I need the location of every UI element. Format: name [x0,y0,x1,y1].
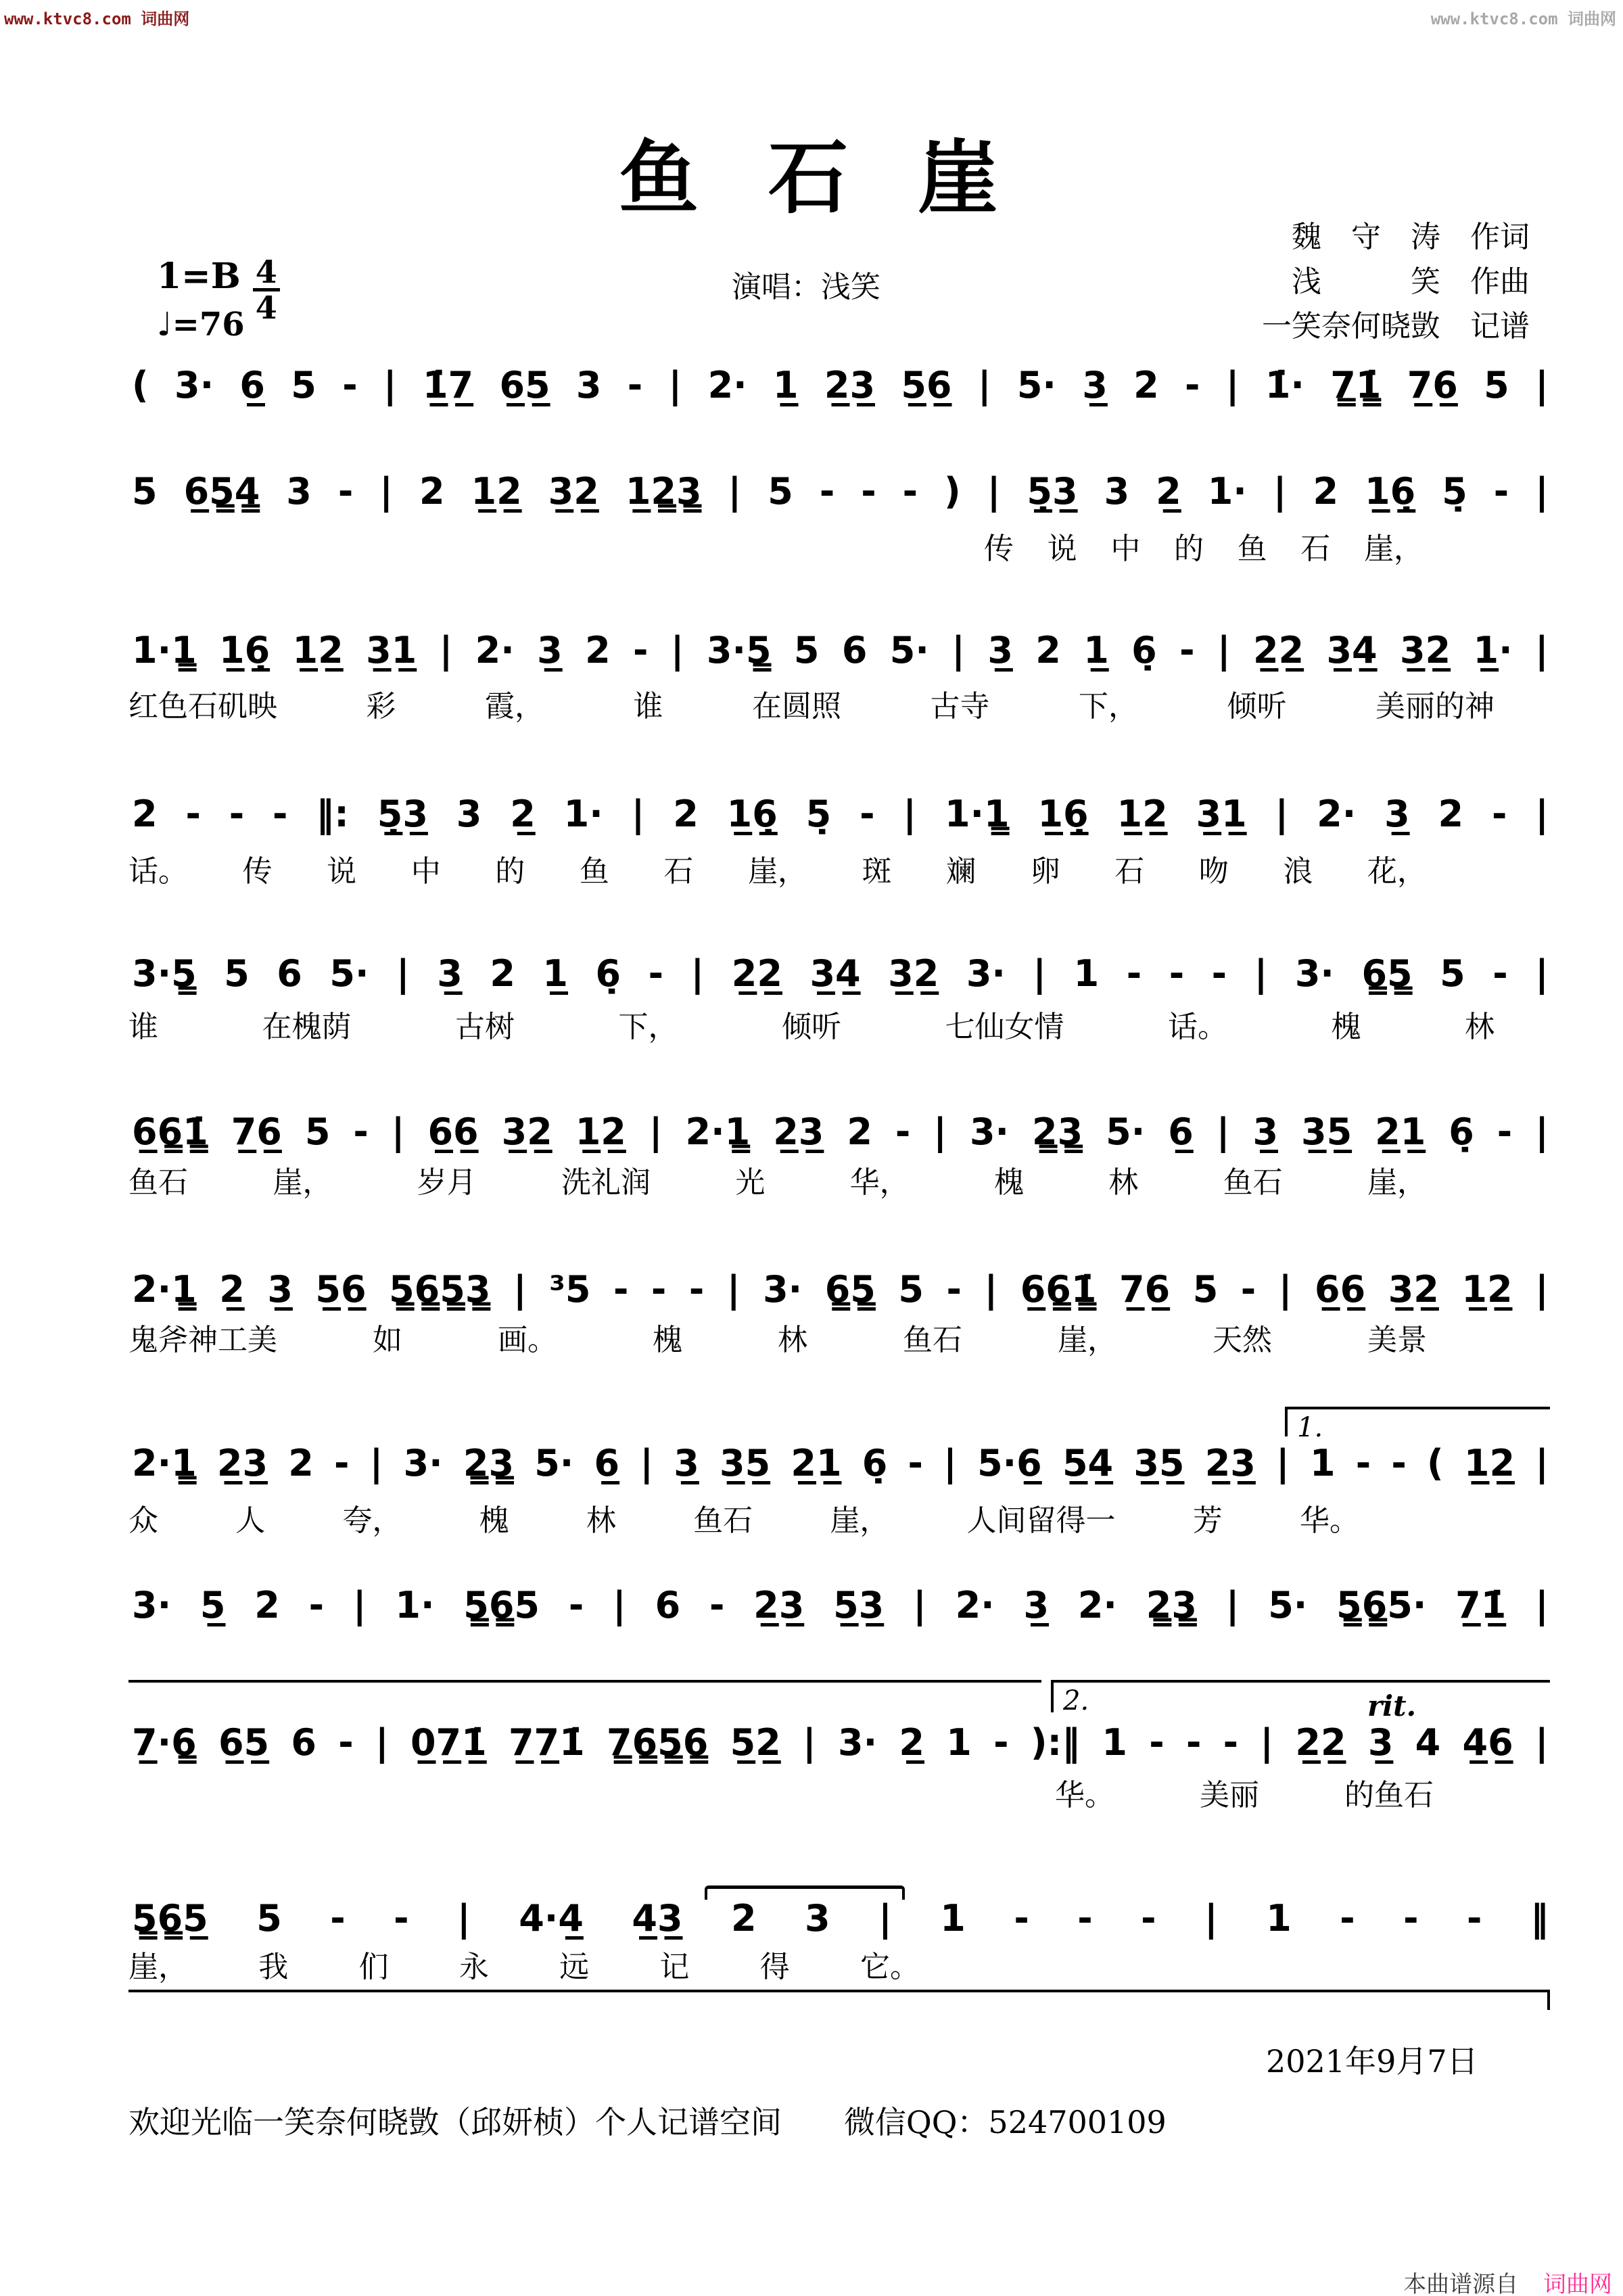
lyricist-credit: 魏 守 涛 作词 [1292,220,1530,254]
volta-1-bracket [1285,1407,1550,1436]
notation-line-8: 2·1̳ 2̲3̲ 2 - | 3· 2̳3̳ 5· 6̲ | 3̲ 3̲5̲ 2̲1̲ 6̣ - | 5·6̲ 5̲4̲ 3̲5̲ 2̲3̲ | 1 - - ( 1̲2̲ | [132,1442,1549,1484]
notation-line-9: 3· 5̲ 2 - | 1· 5̳6̳5 - | 6 - 2̲3̲ 5̲3̲ | 2· 3̲ 2· 2̳3̳ | 5· 5̳6̳5· 7̲1̲̇ | [132,1584,1549,1626]
ritardando-marking: rit. [1367,1689,1417,1723]
watermark-top-right: www.ktvc8.com 词曲网 [1430,9,1616,28]
volta-1-label: 1. [1297,1412,1323,1443]
transcriber-credit: 一笑奈何晓敳 记谱 [1262,309,1530,344]
welcome-note: 欢迎光临一笑奈何晓敳（邱妍桢）个人记谱空间 微信QQ：524700109 [128,2104,1167,2140]
performer-label: 演唱：浅笑 [732,270,880,304]
lyrics-line-4: 话。 传 说 中 的 鱼 石 崖， 斑 斓 卵 石 吻 浪 花， [128,854,1427,889]
lyrics-line-8: 众 人 夸， 槐 林 鱼石 崖， 人间留得一 芳 华。 [128,1503,1359,1538]
lyrics-line-11: 崖， 我 们 永 远 记 得 它。 [128,1950,920,1984]
credits-block [1262,215,1530,349]
tonic-label: 1=B [157,256,241,297]
volta-1-continuation-line [128,1680,1041,1689]
time-signature [253,256,280,324]
composer-credit: 浅 笑 作曲 [1292,264,1530,299]
lyrics-line-2: 传 说 中 的 鱼 石 崖， [984,532,1424,566]
notation-line-11: 5̳6̳5̲ 5 - - | 4·4̲ 4̲3̲ 2 3 | 1 - - - | 1 - - - ‖ [132,1897,1549,1940]
date-label: 2021年9月7日 [1266,2043,1478,2080]
source-attribution [1403,2266,1612,2296]
lyrics-line-7: 鬼斧神工美 如 画。 槐 林 鱼石 崖， 天然 美景 [128,1323,1427,1357]
meter-numerator: 4 [253,256,280,291]
notation-line-2: 5 6̲5̳4̳ 3 - | 2 1̲2̲ 3̲2̲ 1̲2̳3̳ | 5 - - - ) | 5̲̣3̲ 3 2̲ 1· | 2 1̲6̲̣ 5̣ - | [132,470,1549,513]
lyrics-line-5: 谁 在槐荫 古树 下， 倾听 七仙女情 话。 槐 林 [128,1010,1495,1044]
lyrics-line-6: 鱼石 崖， 岁月 洗礼润 光 华， 槐 林 鱼石 崖， [128,1165,1427,1200]
notation-line-6: 6̲6̳1̳̇ 7̲6̲ 5 - | 6̲6̲ 3̲2̲ 1̲2̲ | 2·1̳ 2̲3̲ 2 - | 3· 2̳3̳ 5· 6̲ | 3̲ 3̲5̲ 2̲1̲ 6̣ - | [132,1110,1549,1153]
source-prefix: 本曲谱源自 [1403,2271,1519,2296]
volta-2-continuation-line [128,1990,1550,2010]
tempo-marking: ♩=76 [157,306,245,344]
notation-line-1: ( 3· 6̲ 5 - | 1̲̇7̲ 6̲5̲ 3 - | 2· 1̲ 2̲3̲ 5̲6̲ | 5· 3̲ 2 - | 1̇· 7̳1̳̇ 7̲6̲ 5 | [132,364,1549,406]
notation-line-5: 3·5̳ 5 6 5· | 3̲ 2 1̲ 6̣ - | 2̲2̲ 3̲4̲ 3̲2̲ 3· | 1 - - - | 3· 6̳5̳ 5 - | [132,952,1549,995]
source-site-link[interactable]: 词曲网 [1543,2271,1612,2296]
lyrics-line-3: 红色石矶映 彩 霞， 谁 在圆照 古寺 下， 倾听 美丽的神 [128,689,1495,724]
notation-line-10: 7̲·6̳ 6̲5̲ 6 - | 0̲7̲1̲̇ 7̲7̲1̇ 7̳6̳5̳6̳ 5̲2̲ | 3· 2̲ 1 - ):‖ 1 - - - | 2̲2̲ 3̲ 4 4̲6̲ | [132,1721,1549,1764]
notation-line-3: 1·1̳ 1̲6̲̣ 1̲2̲ 3̲1̲ | 2· 3̲ 2 - | 3·5̳ 5 6 5· | 3̲ 2 1̲ 6̣ - | 2̲2̲ 3̲4̲ 3̲2̲ 1̲· | [132,629,1549,672]
volta-2-bracket [1051,1680,1550,1712]
meter-denominator: 4 [255,289,277,326]
watermark-top-left: www.ktvc8.com 词曲网 [4,9,190,28]
volta-2-label: 2. [1063,1685,1089,1716]
notation-line-7: 2·1̳ 2̲ 3̲ 5̲6̲ 5̳6̳5̳3̳ | ³5 - - - | 3· 6̳5̳ 5 - | 6̲6̳1̳̇ 7̲6̲ 5 - | 6̲6̲ 3̲2̲ 1̲2̲ | [132,1268,1549,1311]
lyrics-line-10: 华。 美丽 的鱼石 [1055,1778,1434,1812]
song-title: 鱼 石 崖 [618,131,1005,225]
notation-line-4: 2 - - - ‖: 5̲̣3̲ 3 2̲ 1· | 2 1̲6̲̣ 5̣ - | 1·1̳ 1̲6̲̣ 1̲2̲ 3̲1̲ | 2· 3̲ 2 - | [132,793,1549,835]
